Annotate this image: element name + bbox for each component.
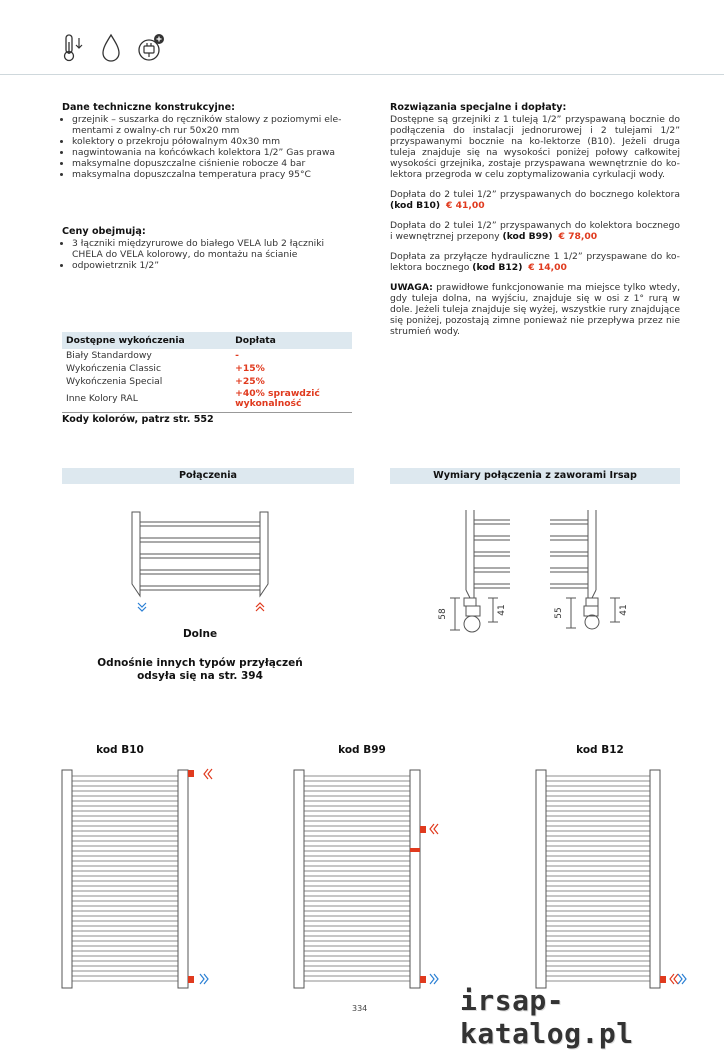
- price-includes-list: [62, 238, 354, 271]
- radiator-b99-diagram: [292, 764, 452, 992]
- table-row: [62, 362, 352, 375]
- tech-data-section: [62, 102, 354, 180]
- finish-name: Wykończenia Special: [66, 375, 163, 387]
- b12-text: Dopłata za przyłącze hydrauliczne 1 1/2” przyspawane do ko- lektora bocznego: [390, 251, 680, 273]
- list-item: • maksymalna dopuszczalna temperatura pracy 95°C: [72, 169, 354, 180]
- list-item: • maksymalne dopuszczalne ciśnienie robocze 4 bar: [72, 158, 354, 169]
- radiator-rungs: [304, 776, 410, 981]
- tech-data-list: [62, 114, 354, 180]
- radiator-rungs: [546, 776, 650, 981]
- color-codes-note: Kody kolorów, patrz str. 552: [62, 412, 352, 425]
- list-item: • odpowietrznik 1/2”: [72, 260, 354, 271]
- b12-paragraph: [390, 251, 680, 273]
- b99-code: (kod B99): [502, 231, 553, 242]
- price-includes-title: Ceny obejmują:: [62, 226, 146, 237]
- code-b99-label: kod B99: [338, 744, 386, 756]
- special-intro: Dostępne są grzejniki z 1 tuleją 1/2” przyspawaną bocznie do podłączenia do instalacji jednorurowej i 2 tulejami 1/2” przyspawanymi bocznie na ko-lektorze (B10). Jeżeli druga tuleja znajduje się na wysokości poniżej połowy całkowitej wysokości grzejnika, zostaje przyspawana wewnętrznie do ko- lektora przegroda w celu zoptymalizowania cyrkulacji wody.: [390, 114, 680, 180]
- warning-label: UWAGA:: [390, 282, 433, 293]
- feature-icons: [60, 28, 166, 68]
- b10-paragraph: [390, 189, 680, 211]
- code-b12-label: kod B12: [576, 744, 624, 756]
- price-includes-section: [62, 226, 354, 271]
- electric-plug-plus-icon: [136, 32, 166, 64]
- finish-surcharge: +25%: [235, 375, 265, 387]
- finish-name: Inne Kolory RAL: [66, 393, 138, 404]
- b99-paragraph: [390, 220, 680, 242]
- return-arrow-icon: [430, 974, 438, 984]
- table-row: [62, 349, 352, 362]
- list-item: • nagwintowania na końcówkach kolektora 1/2” Gas prawa: [72, 147, 354, 158]
- finishes-header-name: Dostępne wykończenia: [62, 332, 231, 349]
- supply-arrow-icon: [204, 769, 212, 779]
- supply-arrow-icon: [670, 974, 678, 984]
- b99-text: Dopłata do 2 tulei 1/2” przyspawanych do kolektora bocznego i wewnętrznej przepony: [390, 220, 680, 242]
- finishes-table: [62, 332, 352, 410]
- connection-ref-line2: odsyła się na str. 394: [137, 670, 263, 682]
- list-item: • 3 łączniki międzyrurowe do białego VELA lub 2 łączniki CHELA do VELA kolorowy, do montażu na ścianie: [72, 238, 354, 260]
- right-offset-label: 41: [619, 604, 629, 616]
- connection-ref-line1: Odnośnie innych typów przyłączeń: [97, 657, 303, 669]
- special-title: Rozwiązania specjalne i dopłaty:: [390, 102, 567, 113]
- supply-arrow-icon: [256, 603, 264, 611]
- warning-paragraph: [390, 282, 680, 337]
- finishes-header-surcharge: Dopłata: [231, 332, 352, 349]
- b12-price: € 14,00: [528, 262, 567, 273]
- page-number: 334: [352, 1004, 368, 1013]
- bottom-connection-diagram: [120, 500, 280, 618]
- warning-text: prawidłowe funkcjonowanie ma miejsce tylko wtedy, gdy tuleja dolna, na wyjściu, znajduje się w osi z 1° rurą w dole. Jeżeli tuleja znajduje się wyżej, wszystkie rury znajdujące się poniżej, pozostają zimne ponieważ nie przepływa przez nie strumień wody.: [390, 282, 680, 337]
- table-row: [62, 388, 352, 410]
- radiator-b12-diagram: [532, 764, 692, 992]
- return-arrow-icon: [200, 974, 208, 984]
- return-arrow-icon: [678, 974, 686, 984]
- connection-ref: [62, 657, 338, 683]
- connection-caption: Dolne: [182, 628, 218, 640]
- left-offset-label: 41: [497, 604, 507, 616]
- left-height-label: 58: [438, 608, 448, 620]
- special-section: [390, 102, 680, 346]
- code-b10-label: kod B10: [96, 744, 144, 756]
- b99-price: € 78,00: [558, 231, 598, 242]
- finish-name: Wykończenia Classic: [66, 362, 162, 374]
- table-row: [62, 375, 352, 388]
- radiator-b10-diagram: [60, 764, 220, 992]
- b12-code: (kod B12): [472, 262, 523, 273]
- list-item: • kolektory o przekroju półowalnym 40x30 mm: [72, 136, 354, 147]
- finish-surcharge: +15%: [235, 362, 265, 374]
- finish-surcharge: -: [235, 349, 239, 361]
- connections-title: Połączenia: [62, 468, 354, 484]
- radiator-rungs: [72, 776, 178, 981]
- water-drop-icon: [100, 32, 122, 64]
- finish-name: Biały Standardowy: [66, 349, 152, 361]
- finish-surcharge: +40% sprawdzić wykonalność: [235, 388, 320, 409]
- dimensions-title: Wymiary połączenia z zaworami Irsap: [390, 468, 680, 484]
- b10-code: (kod B10): [390, 200, 441, 211]
- b10-text: Dopłata do 2 tulei 1/2” przyspawanych do bocznego kolektora: [390, 189, 680, 200]
- list-item: • grzejnik – suszarka do ręczników stalowy z poziomymi ele- mentami z owalny-ch rur 50x20 mm: [72, 114, 354, 136]
- finishes-table-wrap: [62, 332, 352, 425]
- tech-data-title: Dane techniczne konstrukcyjne:: [62, 102, 235, 113]
- watermark: irsap-katalog.pl: [460, 984, 634, 1050]
- return-arrow-icon: [138, 603, 146, 611]
- supply-arrow-icon: [430, 824, 438, 834]
- right-height-label: 55: [554, 607, 564, 619]
- valve-dimension-diagram: [430, 500, 650, 640]
- b10-price: € 41,00: [445, 200, 485, 211]
- header-divider: [0, 74, 724, 75]
- thermometer-down-icon: [60, 32, 86, 64]
